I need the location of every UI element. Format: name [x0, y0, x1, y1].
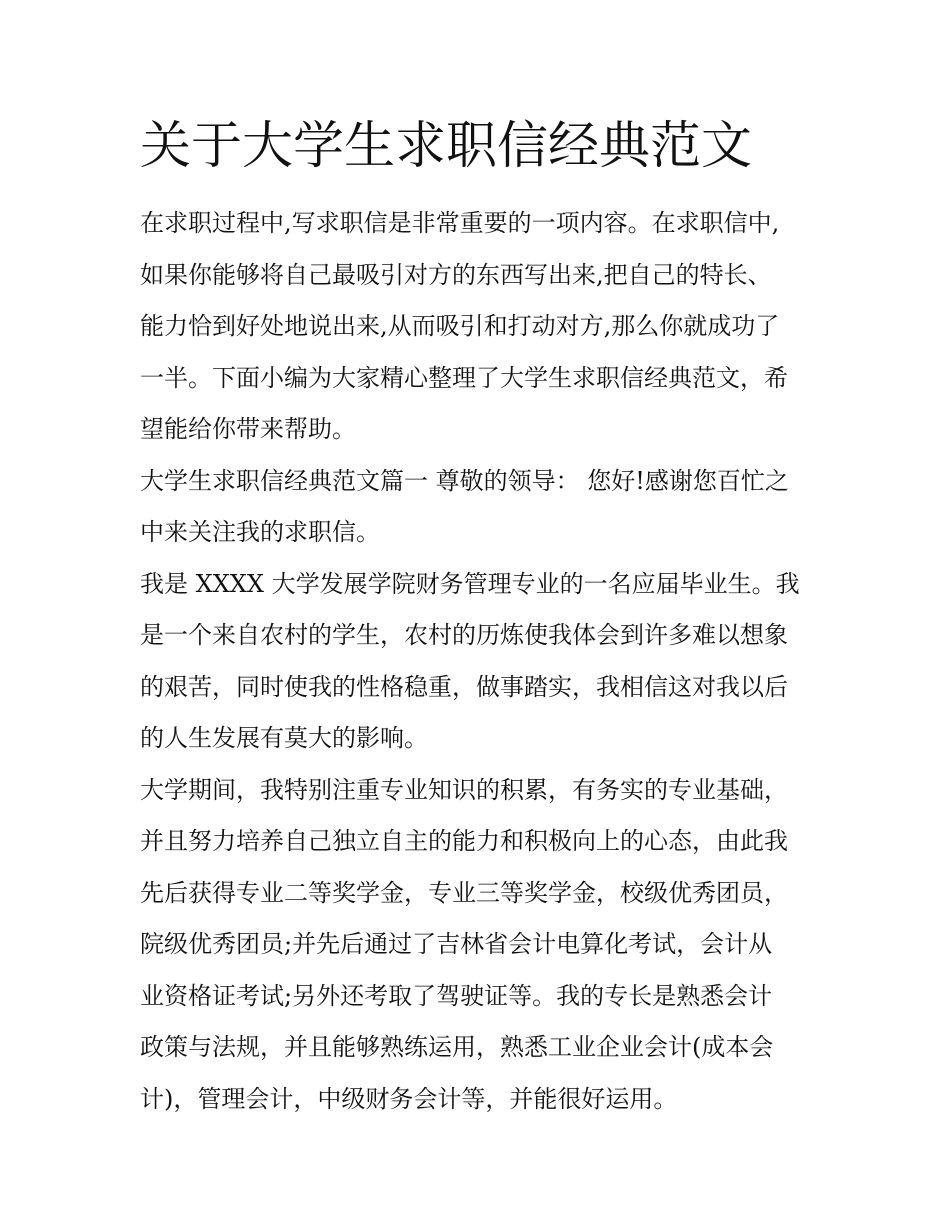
text-line: 中来关注我的求职信。 [140, 518, 380, 546]
text-line: 望能给你带来帮助。 [140, 415, 356, 443]
text-line: 在求职过程中,写求职信是非常重要的一项内容。在求职信中, [140, 209, 780, 237]
document-title: 关于大学生求职信经典范文 [140, 117, 753, 176]
text-line: 并且努力培养自己独立自主的能力和积极向上的心态，由此我 [140, 827, 788, 855]
text-line: 大学生求职信经典范文篇一 尊敬的领导： 您好!感谢您百忙之 [140, 466, 789, 495]
text-line: 我是 XXXX 大学发展学院财务管理专业的一名应届毕业生。我 [140, 569, 800, 598]
text-line: 业资格证考试;另外还考取了驾驶证等。我的专长是熟悉会计 [140, 981, 773, 1010]
text-line: 院级优秀团员;并先后通过了吉林省会计电算化考试，会计从 [140, 930, 773, 958]
text-line: 先后获得专业二等奖学金，专业三等奖学金，校级优秀团员， [140, 878, 788, 907]
document-body [140, 198, 820, 1125]
text-line: 是一个来自农村的学生，农村的历炼使我体会到许多难以想象 [140, 621, 788, 649]
text-line: 政策与法规，并且能够熟练运用，熟悉工业企业会计(成本会 [140, 1033, 774, 1061]
text-line: 的艰苦，同时使我的性格稳重，做事踏实，我相信这对我以后 [140, 672, 788, 701]
text-line: 如果你能够将自己最吸引对方的东西写出来,把自己的特长、 [140, 260, 772, 289]
text-line: 大学期间，我特别注重专业知识的积累，有务实的专业基础， [140, 775, 788, 804]
text-line: 一半。下面小编为大家精心整理了大学生求职信经典范文，希 [140, 363, 788, 392]
text-line: 能力恰到好处地说出来,从而吸引和打动对方,那么你就成功了 [140, 312, 780, 340]
text-line: 计)，管理会计，中级财务会计等，并能很好运用。 [140, 1084, 678, 1113]
text-line: 的人生发展有莫大的影响。 [140, 724, 428, 752]
